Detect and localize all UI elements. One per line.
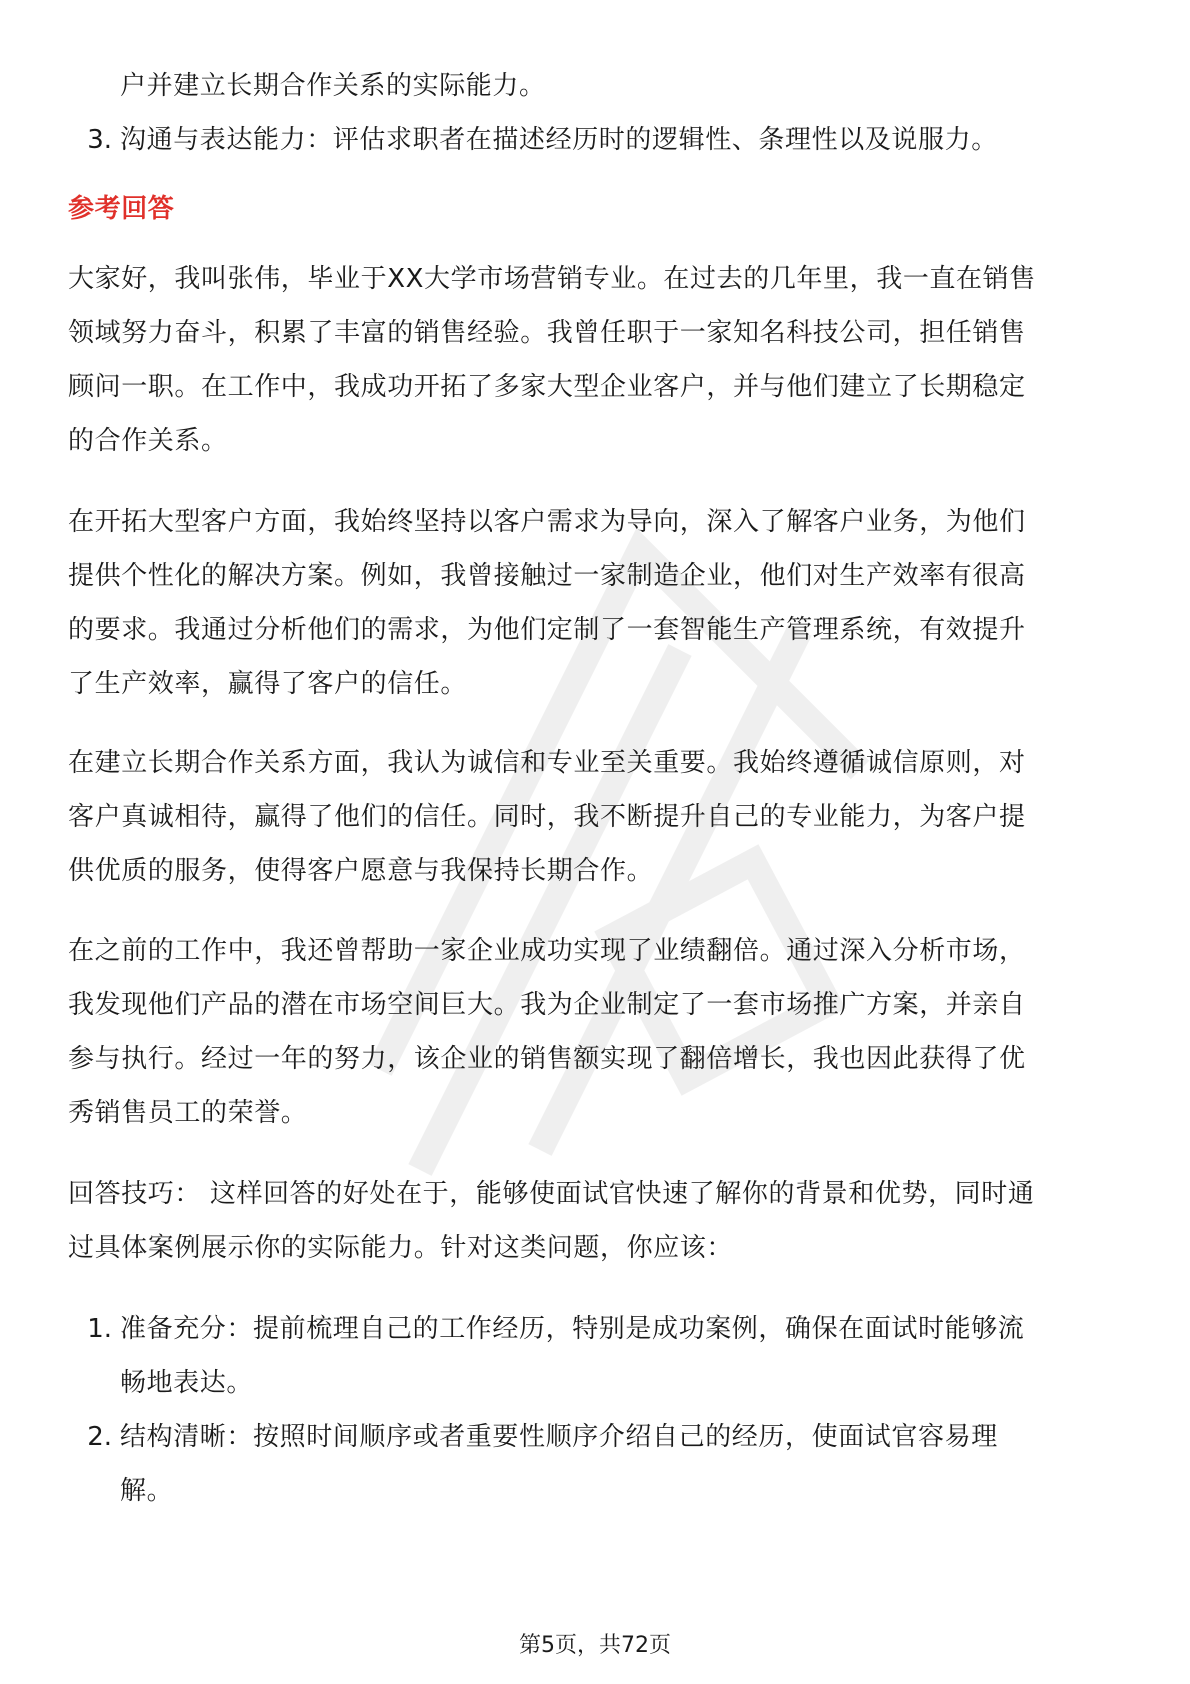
list-number: 2. xyxy=(87,1422,112,1452)
list-number: 1. xyxy=(87,1314,112,1344)
paragraph-line: 了生产效率，赢得了客户的信任。 xyxy=(68,669,468,699)
list-item-text: 畅地表达。 xyxy=(120,1368,254,1398)
paragraph-line: 在建立长期合作关系方面，我认为诚信和专业至关重要。我始终遵循诚信原则，对 xyxy=(68,748,1026,778)
paragraph-line: 供优质的服务，使得客户愿意与我保持长期合作。 xyxy=(68,856,654,886)
section-heading: 参考回答 xyxy=(68,194,175,224)
paragraph-line: 客户真诚相待，赢得了他们的信任。同时，我不断提升自己的专业能力，为客户提 xyxy=(68,802,1026,832)
list-number: 3. xyxy=(87,125,112,155)
paragraph-line: 在之前的工作中，我还曾帮助一家企业成功实现了业绩翻倍。通过深入分析市场， xyxy=(68,936,1026,966)
list-item-continuation: 户并建立长期合作关系的实际能力。 xyxy=(120,71,546,101)
list-item-text: 沟通与表达能力：评估求职者在描述经历时的逻辑性、条理性以及说服力。 xyxy=(120,125,998,155)
paragraph-line: 的要求。我通过分析他们的需求，为他们定制了一套智能生产管理系统，有效提升 xyxy=(68,615,1026,645)
list-item-text: 准备充分：提前梳理自己的工作经历，特别是成功案例，确保在面试时能够流 xyxy=(120,1314,1025,1344)
page-number-footer: 第5页，共72页 xyxy=(519,1633,671,1658)
list-item-text: 解。 xyxy=(120,1476,174,1506)
paragraph-line: 领域努力奋斗，积累了丰富的销售经验。我曾任职于一家知名科技公司，担任销售 xyxy=(68,318,1026,348)
paragraph-line: 提供个性化的解决方案。例如，我曾接触过一家制造企业，他们对生产效率有很高 xyxy=(68,561,1026,591)
paragraph-line: 秀销售员工的荣誉。 xyxy=(68,1098,308,1128)
paragraph-line: 顾问一职。在工作中，我成功开拓了多家大型企业客户，并与他们建立了长期稳定 xyxy=(68,372,1026,402)
paragraph-line: 参与执行。经过一年的努力，该企业的销售额实现了翻倍增长，我也因此获得了优 xyxy=(68,1044,1026,1074)
paragraph-line: 过具体案例展示你的实际能力。针对这类问题，你应该： xyxy=(68,1233,734,1263)
list-item-text: 结构清晰：按照时间顺序或者重要性顺序介绍自己的经历，使面试官容易理 xyxy=(120,1422,998,1452)
paragraph-line: 在开拓大型客户方面，我始终坚持以客户需求为导向，深入了解客户业务，为他们 xyxy=(68,507,1026,537)
paragraph-line: 大家好，我叫张伟，毕业于XX大学市场营销专业。在过去的几年里，我一直在销售 xyxy=(68,264,1036,294)
paragraph-line: 的合作关系。 xyxy=(68,426,228,456)
paragraph-line: 回答技巧： 这样回答的好处在于，能够使面试官快速了解你的背景和优势，同时通 xyxy=(68,1179,1035,1209)
paragraph-line: 我发现他们产品的潜在市场空间巨大。我为企业制定了一套市场推广方案，并亲自 xyxy=(68,990,1026,1020)
